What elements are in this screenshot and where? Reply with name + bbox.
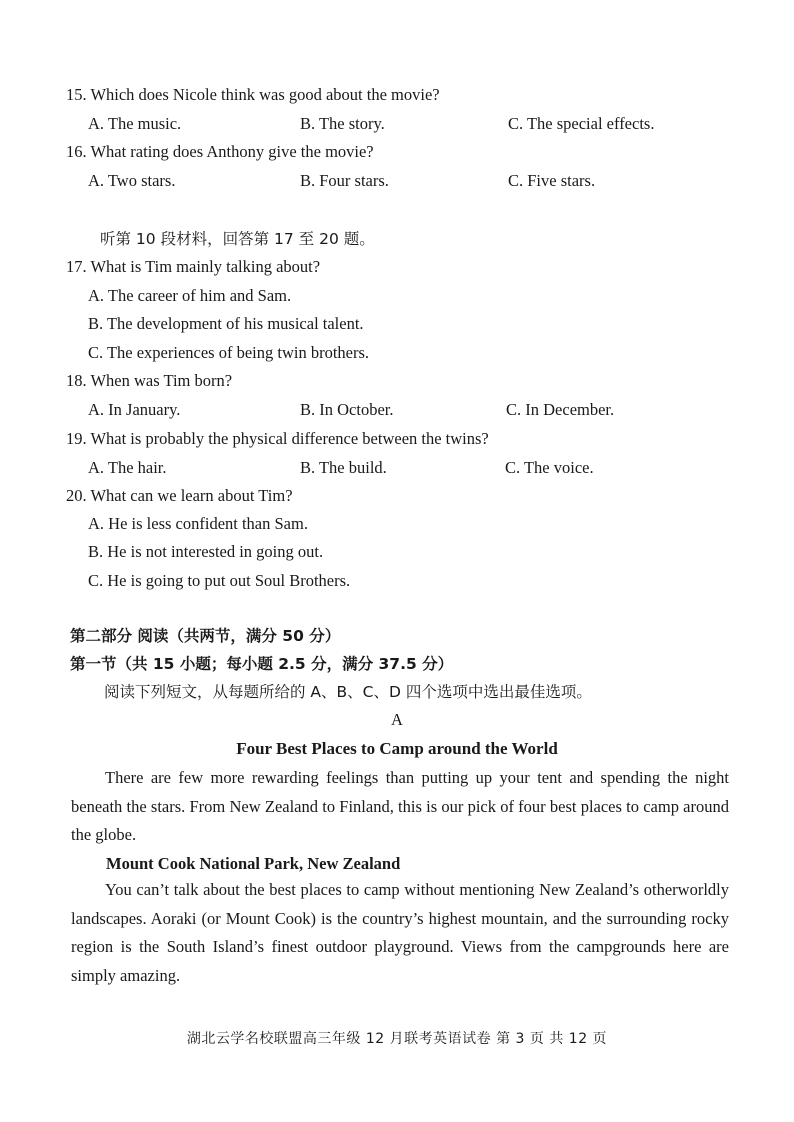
question-18-stem: 18. When was Tim born? (66, 371, 233, 390)
passage-intro-paragraph: There are few more rewarding feelings than putting up your tent and spending the night beneath the stars. From New Zealand to Finland, this is our pick of four best places to camp around the globe. (71, 768, 729, 844)
listening-section-10-instruction: 听第 10 段材料，回答第 17 至 20 题。 (100, 230, 375, 248)
passage-letter: A (391, 710, 403, 729)
question-19-option-c: C. The voice. (505, 458, 594, 477)
question-15-option-b: B. The story. (300, 114, 385, 133)
reading-section-heading: 第一节（共 15 小题；每小题 2.5 分，满分 37.5 分） (70, 655, 454, 673)
question-20-option-a: A. He is less confident than Sam. (88, 514, 308, 533)
question-17-option-b: B. The development of his musical talent. (88, 314, 364, 333)
question-16-stem: 16. What rating does Anthony give the movie? (66, 142, 374, 161)
question-17-option-a: A. The career of him and Sam. (88, 286, 292, 305)
passage-title: Four Best Places to Camp around the World (236, 739, 558, 758)
question-18-option-b: B. In October. (300, 400, 394, 419)
question-19-option-a: A. The hair. (88, 458, 167, 477)
question-15-option-c: C. The special effects. (508, 114, 655, 133)
question-18-option-c: C. In December. (506, 400, 615, 419)
question-17-stem: 17. What is Tim mainly talking about? (66, 257, 321, 276)
question-20-option-b: B. He is not interested in going out. (88, 542, 324, 561)
question-20-stem: 20. What can we learn about Tim? (66, 486, 293, 505)
question-15-stem: 15. Which does Nicole think was good about the movie? (66, 85, 440, 104)
question-19-option-b: B. The build. (300, 458, 387, 477)
passage-subheading-1: Mount Cook National Park, New Zealand (106, 854, 401, 873)
page-footer: 湖北云学名校联盟高三年级 12 月联考英语试卷 第 3 页 共 12 页 (186, 1031, 608, 1047)
question-17-option-c: C. The experiences of being twin brothers. (88, 343, 370, 362)
question-15-option-a: A. The music. (88, 114, 182, 133)
question-16-option-c: C. Five stars. (508, 171, 596, 190)
reading-part-heading: 第二部分 阅读（共两节，满分 50 分） (70, 627, 341, 645)
question-16-option-a: A. Two stars. (88, 171, 176, 190)
question-20-option-c: C. He is going to put out Soul Brothers. (88, 571, 351, 590)
question-19-stem: 19. What is probably the physical difference between the twins? (66, 429, 489, 448)
passage-paragraph-1: You can’t talk about the best places to camp without mentioning New Zealand’s otherworldly landscapes. Aoraki (or Mount Cook) is the country’s highest mountain, and the surrounding rocky region is the South Island’s finest outdoor playground. Views from the campgrounds here are simply amazing. (71, 880, 729, 985)
question-16-option-b: B. Four stars. (300, 171, 389, 190)
reading-instruction: 阅读下列短文，从每题所给的 A、B、C、D 四个选项中选出最佳选项。 (104, 683, 592, 701)
question-18-option-a: A. In January. (88, 400, 181, 419)
